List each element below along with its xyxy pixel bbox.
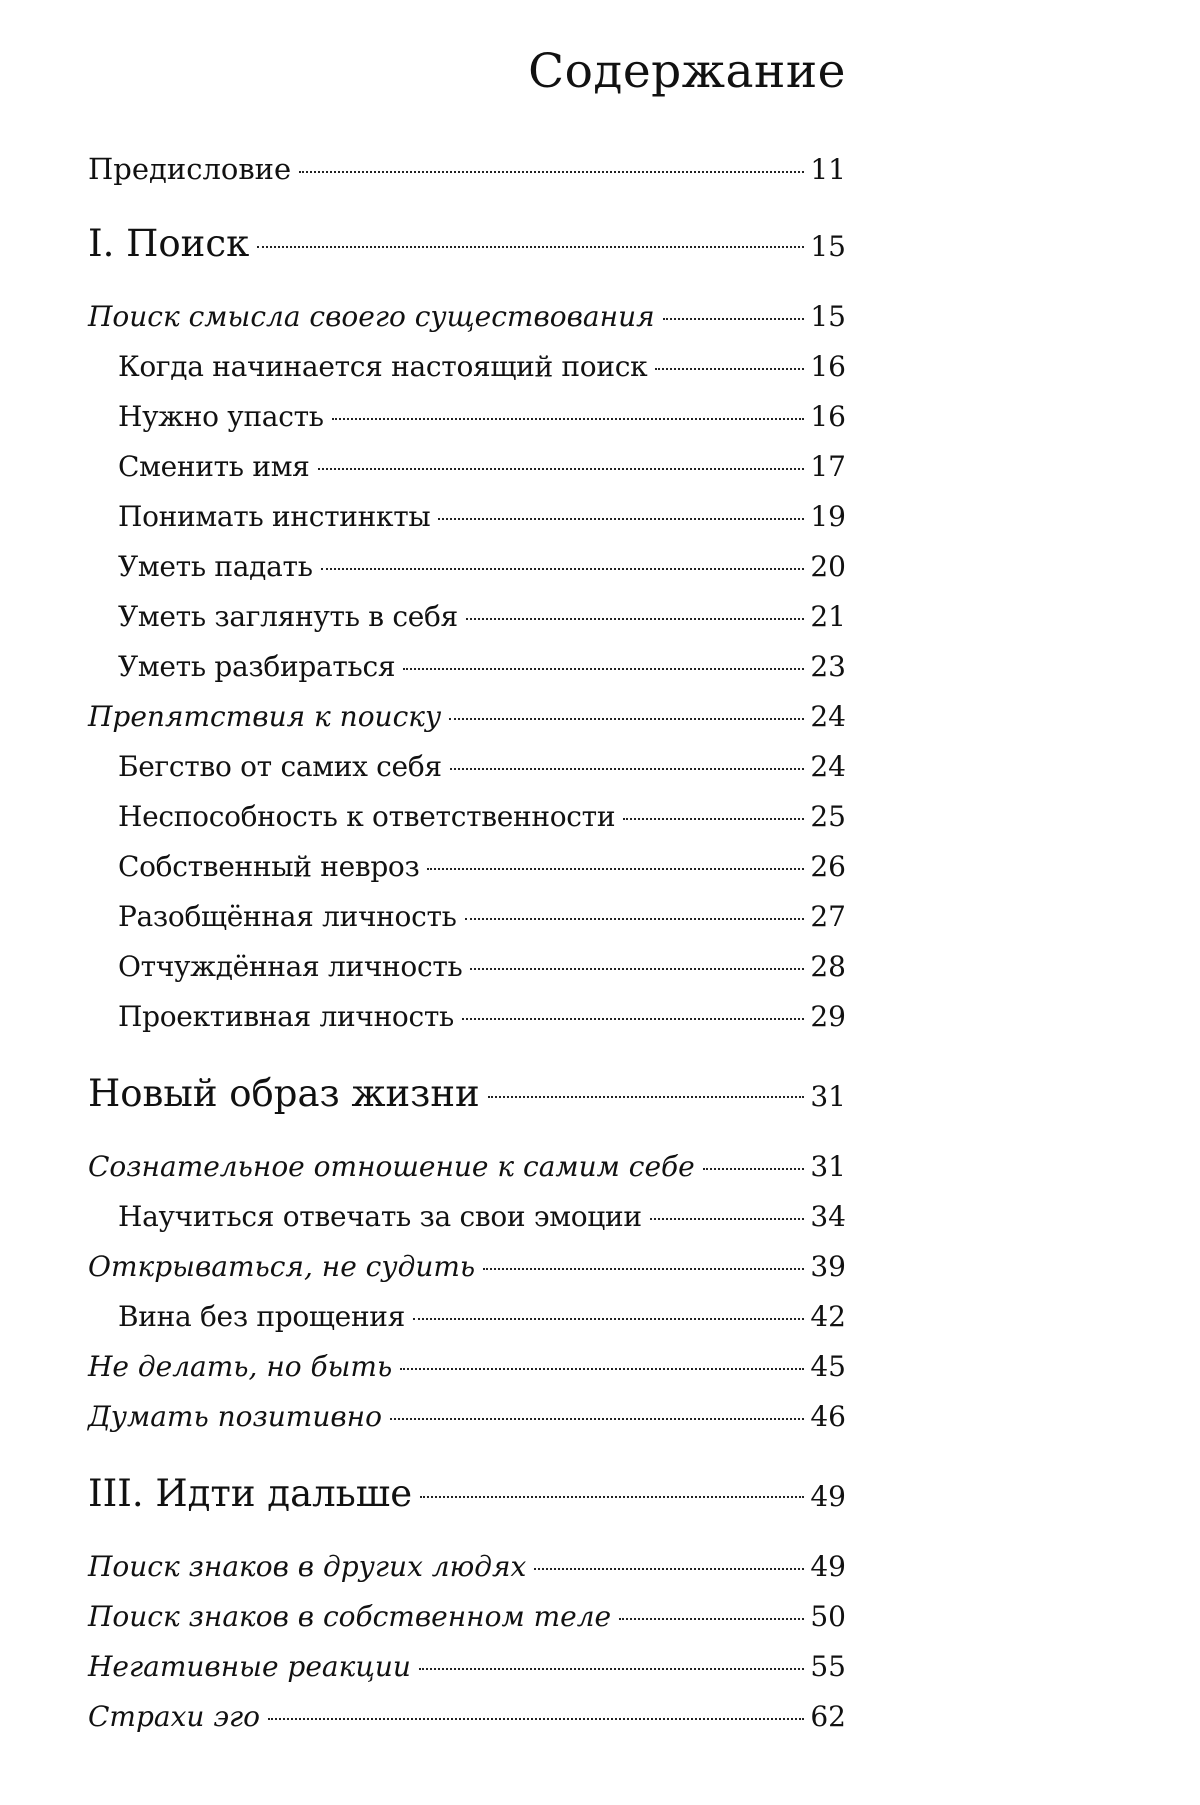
toc-entry[interactable] xyxy=(88,850,846,883)
toc-entry-label: Поиск знаков в собственном теле xyxy=(88,1600,615,1633)
toc-entry-label: Страхи эго xyxy=(88,1700,264,1733)
toc-entry-page: 20 xyxy=(808,550,846,583)
toc-entry-label: Сменить имя xyxy=(118,450,314,483)
leader-dots xyxy=(663,318,805,320)
toc-entry-page: 25 xyxy=(808,800,846,833)
toc-entry-label: I. Поиск xyxy=(88,222,253,265)
toc-entry-page: 16 xyxy=(808,400,846,433)
leader-dots xyxy=(390,1418,804,1420)
leader-dots xyxy=(466,618,804,620)
leader-dots xyxy=(427,868,804,870)
toc-entry-page: 24 xyxy=(808,750,846,783)
toc-entry[interactable] xyxy=(88,1650,846,1683)
toc-entry-label: Препятствия к поиску xyxy=(88,700,445,733)
leader-dots xyxy=(703,1168,805,1170)
toc-entry-label: Уметь падать xyxy=(118,550,317,583)
leader-dots xyxy=(299,171,804,173)
toc-entry-page: 31 xyxy=(808,1080,846,1113)
toc-entry-label: Уметь заглянуть в себя xyxy=(118,600,462,633)
toc-entry[interactable] xyxy=(88,900,846,933)
leader-dots xyxy=(450,768,805,770)
toc-entry-page: 50 xyxy=(808,1600,846,1633)
leader-dots xyxy=(419,1668,804,1670)
toc-entry[interactable] xyxy=(88,400,846,433)
toc-entry[interactable] xyxy=(88,1472,846,1515)
toc-entry[interactable] xyxy=(88,1250,846,1283)
toc-entry-label: Когда начинается настоящий поиск xyxy=(118,350,651,383)
toc-entry-label: Понимать инстинкты xyxy=(118,500,434,533)
toc-entry[interactable] xyxy=(88,222,846,265)
toc-entry-page: 15 xyxy=(808,230,846,263)
leader-dots xyxy=(449,718,804,720)
toc-entry[interactable] xyxy=(88,650,846,683)
toc-entry-label: Разобщённая личность xyxy=(118,900,461,933)
toc-entry-label: Научиться отвечать за свои эмоции xyxy=(118,1200,646,1233)
toc-entry[interactable] xyxy=(88,350,846,383)
toc-entry[interactable] xyxy=(88,300,846,333)
toc-entry-page: 42 xyxy=(808,1300,846,1333)
toc-entry[interactable] xyxy=(88,550,846,583)
toc-entry-page: 34 xyxy=(808,1200,846,1233)
toc-entry-page: 27 xyxy=(808,900,846,933)
page-title: Содержание xyxy=(0,44,846,99)
toc-entry-page: 29 xyxy=(808,1000,846,1033)
toc-entry-label: Неспособность к ответственности xyxy=(118,800,619,833)
toc-entry-label: Уметь разбираться xyxy=(118,650,399,683)
leader-dots xyxy=(619,1618,804,1620)
toc-entry-label: Новый образ жизни xyxy=(88,1072,484,1115)
toc-entry-page: 24 xyxy=(808,700,846,733)
toc-entry-page: 11 xyxy=(808,153,846,186)
leader-dots xyxy=(400,1368,804,1370)
toc-entry[interactable] xyxy=(88,1600,846,1633)
leader-dots xyxy=(403,668,804,670)
toc-entry-page: 19 xyxy=(808,500,846,533)
toc-entry-label: III. Идти дальше xyxy=(88,1472,416,1515)
toc-entry-page: 28 xyxy=(808,950,846,983)
toc-entry[interactable] xyxy=(88,1400,846,1433)
toc-entry-label: Предисловие xyxy=(88,152,295,186)
toc-entry-label: Открываться, не судить xyxy=(88,1250,479,1283)
toc-entry-page: 31 xyxy=(808,1150,846,1183)
toc-entry-page: 46 xyxy=(808,1400,846,1433)
leader-dots xyxy=(413,1318,804,1320)
toc-entry-label: Вина без прощения xyxy=(118,1300,409,1333)
toc-entry-label: Нужно упасть xyxy=(118,400,328,433)
toc-entry-page: 17 xyxy=(808,450,846,483)
toc-entry-page: 15 xyxy=(808,300,846,333)
toc-entry-label: Поиск знаков в других людях xyxy=(88,1550,530,1583)
leader-dots xyxy=(465,918,805,920)
leader-dots xyxy=(332,418,805,420)
toc-entry[interactable] xyxy=(88,600,846,633)
toc-entry[interactable] xyxy=(88,450,846,483)
leader-dots xyxy=(462,1018,804,1020)
leader-dots xyxy=(650,1218,805,1220)
toc-entry-page: 23 xyxy=(808,650,846,683)
toc-entry[interactable] xyxy=(88,800,846,833)
toc-entry-label: Думать позитивно xyxy=(88,1400,386,1433)
leader-dots xyxy=(420,1496,804,1498)
toc-entry-page: 16 xyxy=(808,350,846,383)
toc-entry-label: Не делать, но быть xyxy=(88,1350,396,1383)
leader-dots xyxy=(655,368,804,370)
toc-entry[interactable] xyxy=(88,750,846,783)
toc-entry[interactable] xyxy=(88,1150,846,1183)
toc-entry-label: Собственный невроз xyxy=(118,850,423,883)
toc-entry-page: 49 xyxy=(808,1550,846,1583)
leader-dots xyxy=(318,468,805,470)
toc-entry[interactable] xyxy=(88,950,846,983)
leader-dots xyxy=(268,1718,804,1720)
toc-entry-label: Проективная личность xyxy=(118,1000,458,1033)
toc-entry-page: 55 xyxy=(808,1650,846,1683)
toc-entry[interactable] xyxy=(88,1200,846,1233)
leader-dots xyxy=(321,568,805,570)
leader-dots xyxy=(488,1096,805,1098)
toc-entry[interactable] xyxy=(88,1072,846,1115)
toc-entry-label: Негативные реакции xyxy=(88,1650,415,1683)
toc-entry-page: 62 xyxy=(808,1700,846,1733)
toc-entry-label: Поиск смысла своего существования xyxy=(88,300,659,333)
leader-dots xyxy=(534,1568,804,1570)
toc-entry-label: Отчуждённая личность xyxy=(118,950,466,983)
toc-entry-page: 21 xyxy=(808,600,846,633)
leader-dots xyxy=(623,818,804,820)
toc-entry[interactable] xyxy=(88,1700,846,1733)
toc-entry-label: Сознательное отношение к самим себе xyxy=(88,1150,699,1183)
toc-entry-page: 45 xyxy=(808,1350,846,1383)
toc-entry-page: 26 xyxy=(808,850,846,883)
toc-entry[interactable] xyxy=(88,1350,846,1383)
toc-entry[interactable] xyxy=(88,700,846,733)
leader-dots xyxy=(483,1268,804,1270)
toc-entry[interactable] xyxy=(88,1000,846,1033)
leader-dots xyxy=(257,246,804,248)
toc-entry[interactable] xyxy=(88,500,846,533)
toc-entry-page: 49 xyxy=(808,1480,846,1513)
toc-entry[interactable] xyxy=(88,1550,846,1583)
leader-dots xyxy=(470,968,804,970)
toc-entry[interactable] xyxy=(88,1300,846,1333)
toc-entry-label: Бегство от самих себя xyxy=(118,750,446,783)
toc-entry[interactable] xyxy=(88,152,846,186)
toc-entry-page: 39 xyxy=(808,1250,846,1283)
leader-dots xyxy=(438,518,804,520)
